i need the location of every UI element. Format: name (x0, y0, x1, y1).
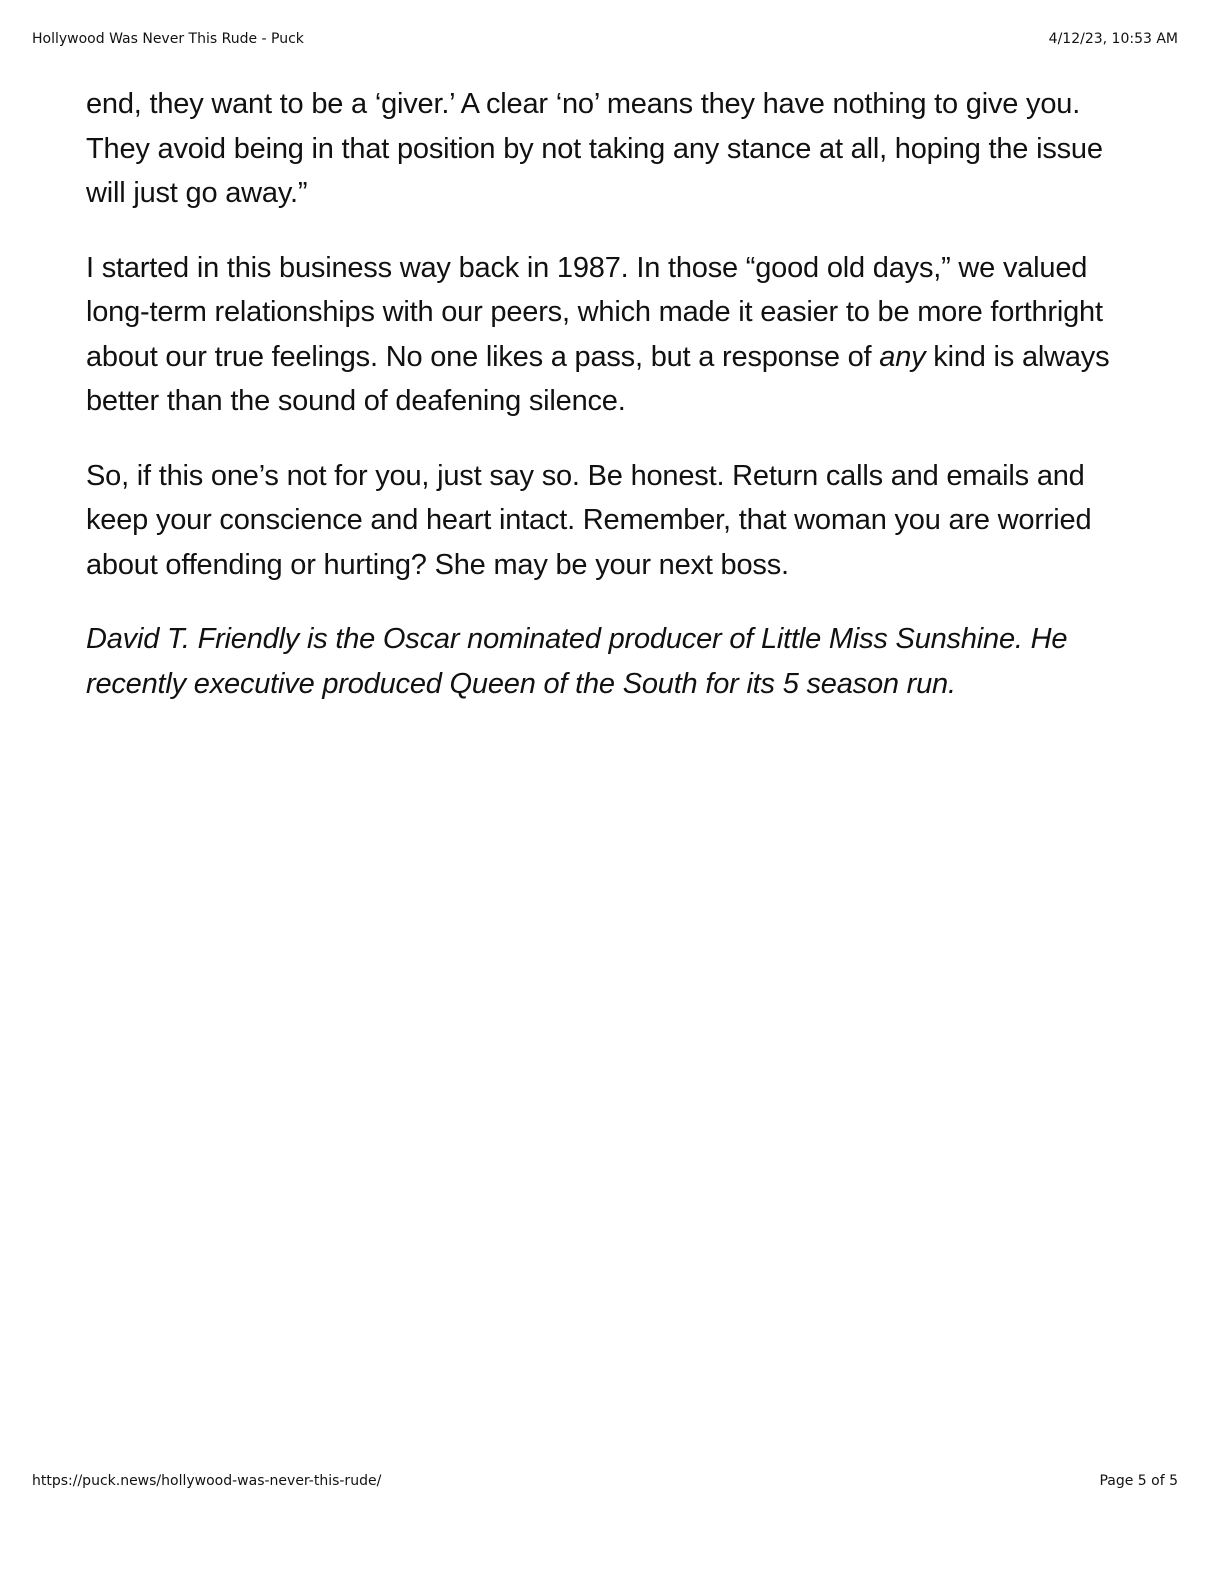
article-paragraph-3: So, if this one’s not for you, just say so. Be honest. Return calls and emails and keep your conscience and heart intact. Remember, that woman you are worried about offending or hurting? She may be your next boss. (86, 459, 1092, 581)
paragraph-text: I started in this business way back in 1987. In those “good old days,” we valued long-term relationships with our peers, which made it easier to be more forthright about our true feelings. No one likes a pass, but a response of (86, 251, 1103, 373)
print-footer (32, 1472, 1178, 1490)
article-paragraph-1: end, they want to be a ‘giver.’ A clear ‘no’ means they have nothing to give you. They avoid being in that position by not taking any stance at all, hoping the issue will just go away.” (86, 88, 1103, 209)
emphasis-text: any (879, 340, 926, 373)
article-body (86, 82, 1121, 736)
print-timestamp: 4/12/23, 10:53 AM (1048, 31, 1178, 47)
print-header (32, 30, 1178, 48)
author-bio: David T. Friendly is the Oscar nominated producer of Little Miss Sunshine. He recently executive produced Queen of the South for its 5 season run. (86, 623, 1068, 700)
article-paragraph-2 (86, 246, 1121, 424)
page-url: https://puck.news/hollywood-was-never-this-rude/ (32, 1473, 382, 1489)
page-title: Hollywood Was Never This Rude - Puck (32, 31, 304, 47)
page-number: Page 5 of 5 (1099, 1473, 1178, 1489)
paragraph-text: kind is always better than the sound of deafening silence. (86, 340, 1110, 417)
